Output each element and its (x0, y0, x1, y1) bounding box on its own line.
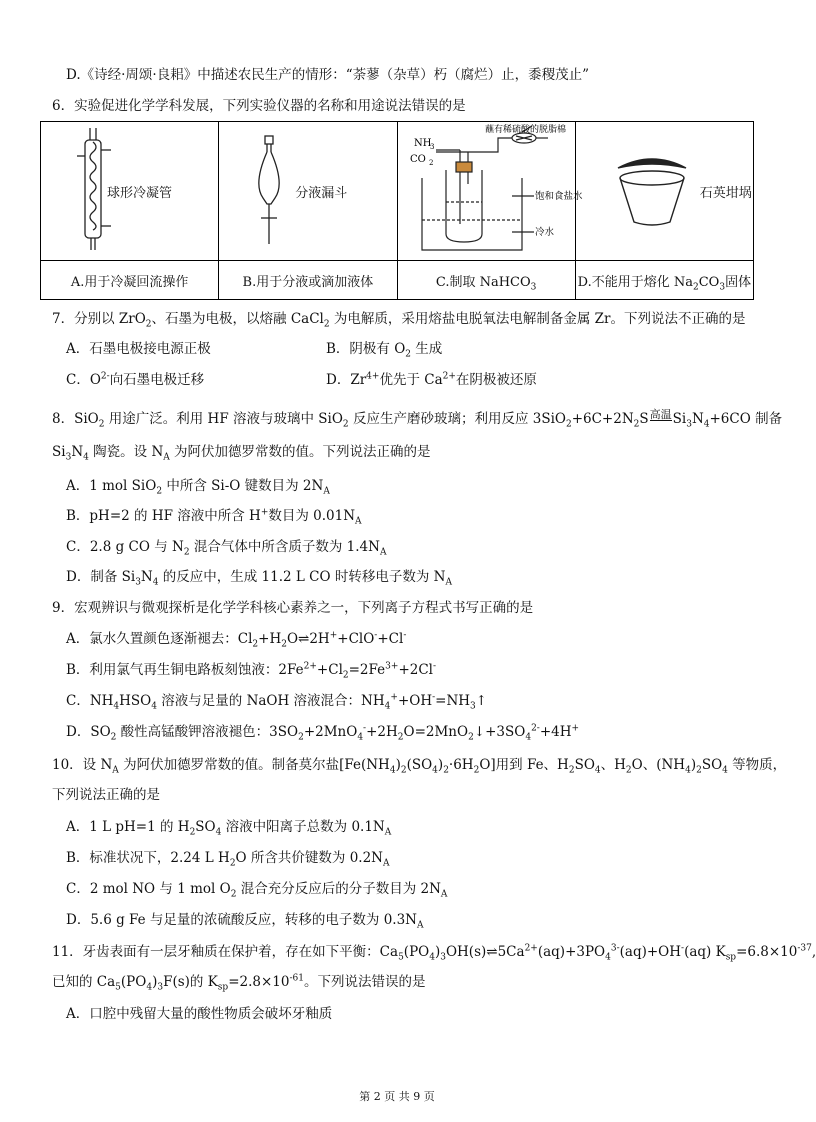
q8-option-b: B．pH=2 的 HF 溶液中所含 H+数目为 $0.01N_A$ (66, 507, 362, 527)
page-footer: 第 2 页 共 9 页 (359, 1090, 435, 1103)
caption-b: B.用于分液或滴加液体 (219, 261, 397, 300)
q11-stem-line2: 已知的 $Ca_5(PO_4)_3F(s)$的 $K_{sp}=2.8\times 10^{-61}$。下列说法错误的是 (52, 973, 426, 993)
nh3-subscript: 3 (429, 143, 434, 151)
quartz-crucible-drawing (614, 152, 690, 232)
condenser-label: 球形冷凝管 (107, 186, 173, 201)
caption-a: A.用于冷凝回流操作 (41, 261, 219, 300)
q8-option-d: D．制备 $Si_3N_4$ 的反应中，生成 11.2 L CO 时转移电子数为 $N_A$ (66, 569, 452, 588)
q6-instrument-table (40, 121, 754, 300)
cell-separatory-funnel (219, 122, 397, 261)
caption-c: C.制取 NaHCO$_3$ (397, 261, 575, 300)
q7-option-c: C．$O^{2-}$向石墨电极迁移 (66, 371, 205, 388)
q6-stem: 6．实验促进化学学科发展，下列实验仪器的名称和用途说法错误的是 (52, 98, 466, 114)
apparatus-mid-label: 饱和食盐水 (534, 191, 583, 202)
q9-option-d: D．$SO_2$ 酸性高锰酸钾溶液褪色：$3SO_2+2MnO_4^-+2H_2O=2MnO_2↓+3SO_4^{2-}+4H^+$ (66, 723, 580, 743)
q9-stem: 9．宏观辨识与微观探析是化学学科核心素养之一，下列离子方程式书写正确的是 (52, 600, 534, 616)
q9-option-c: C．$NH_4HSO_4$ 溶液与足量的 NaOH 溶液混合：$NH_4^++OH^-=NH_3↑$ (66, 692, 488, 712)
q10-stem-line2: 下列说法正确的是 (52, 787, 160, 803)
cell-quartz-crucible (575, 122, 753, 261)
cell-nahco3-apparatus (397, 122, 583, 261)
quartz-crucible-label: 石英坩埚 (699, 186, 752, 201)
q10-option-c: C．2 mol NO 与 1 mol $O_2$ 混合充分反应后的分子数目为 $2N_A$ (66, 881, 448, 900)
co2-subscript: 2 (428, 159, 433, 167)
caption-d: D.不能用于熔化 $Na_2CO_3$固体 (575, 261, 753, 300)
q7-stem: 7．分别以 ZrO$_2$、石墨为电极，以熔融 CaCl$_2$ 为电解质，采用熔盐电脱氧法电解制备金属 Zr。下列说法不正确的是 (52, 311, 746, 330)
apparatus-bot-label: 冷水 (534, 227, 554, 238)
q8-stem-line2: $Si_3N_4$ 陶瓷。设 $N_A$ 为阿伏加德罗常数的值。下列说法正确的是 (52, 444, 431, 463)
nahco3-apparatus-drawing (402, 124, 598, 258)
q11-stem-line1: 11．牙齿表面有一层牙釉质在保护着，存在如下平衡：$Ca_5(PO_4)_3OH(s)\rightleftharpoons 5Ca^{2+}(aq)+3PO_4^{3-}(aq)+OH^-(aq)$ $K_{sp}=6.8\times 10^{-37}$, (52, 943, 816, 963)
apparatus-top-label: 蘸有稀硫酸的脱脂棉 (484, 125, 566, 135)
reaction-condition: 高温 (649, 408, 672, 421)
q7-option-b: B．阴极有 $O_2$ 生成 (326, 341, 443, 360)
q7-option-a: A．石墨电极接电源正极 (66, 341, 211, 357)
q10-option-a: A．1 L pH=1 的 $H_2SO_4$ 溶液中阳离子总数为 $0.1N_A$ (66, 819, 392, 838)
q8-option-c: C．2.8 g CO 与 $N_2$ 混合气体中所含质子数为 $1.4N_A$ (66, 539, 387, 558)
q9-option-b: B．利用氯气再生铜电路板刻蚀液：$2Fe^{2+}+Cl_2=2Fe^{3+}+2Cl^-$ (66, 661, 437, 681)
nh3-label: NH (413, 138, 431, 149)
q5-option-d: D.《诗经·周颂·良耜》中描述农民生产的情形：“荼蓼（杂草）朽（腐烂）止，黍稷茂止” (66, 67, 590, 83)
co2-label: CO (409, 154, 426, 165)
q10-option-b: B．标准状况下，2.24 L $H_2O$ 所含共价键数为 $0.2N_A$ (66, 850, 390, 869)
q9-option-a: A．氯水久置颜色逐渐褪去：$Cl_2+H_2O\rightleftharpoons 2H^++ClO^-+Cl^-$ (66, 630, 407, 650)
cell-condenser (41, 122, 219, 261)
separatory-funnel-label: 分液漏斗 (295, 186, 348, 201)
q11-option-a: A．口腔中残留大量的酸性物质会破坏牙釉质 (66, 1006, 333, 1022)
separatory-funnel-drawing (249, 134, 289, 254)
q7-option-d: D．$Zr^{4+}$优先于 $Ca^{2+}$在阴极被还原 (326, 371, 537, 388)
q8-option-a: A．1 mol SiO$_2$ 中所含 Si-O 键数目为 $2N_A$ (66, 478, 330, 497)
q10-option-d: D．5.6 g Fe 与足量的浓硫酸反应，转移的电子数为 $0.3N_A$ (66, 912, 424, 931)
q8-stem-line1: 8．SiO$_2$ 用途广泛。利用 HF 溶液与玻璃中 SiO$_2$ 反应生产磨砂玻璃；利用反应 $3SiO_2+6C+2N_2S$高温$Si_3N_4+6CO$ 制备 (52, 408, 783, 430)
q10-stem-line1: 10．设 $N_A$ 为阿伏加德罗常数的值。制备莫尔盐$[Fe(NH_4)_2(SO_4)_2\cdot 6H_2O]$用到 Fe、$H_2SO_4$、$H_2O$、$(NH_4)_2SO_4$ 等物质， (52, 757, 787, 776)
